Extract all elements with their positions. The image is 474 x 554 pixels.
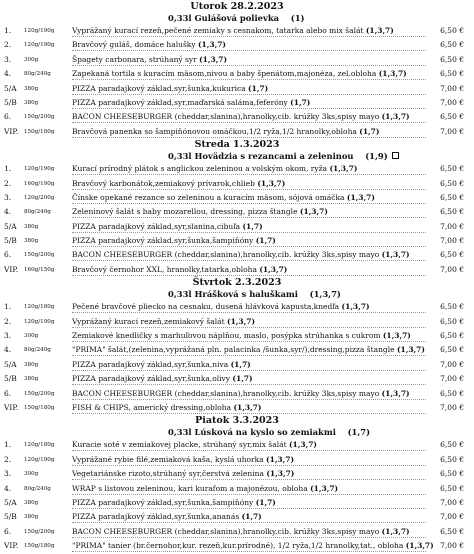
item-price: 6,50 € bbox=[440, 302, 464, 312]
item-number: 5/B bbox=[4, 97, 17, 107]
item-allergens: (1,3,7) bbox=[233, 402, 262, 412]
item-price: 6,50 € bbox=[440, 54, 464, 64]
item-weight: 380g bbox=[24, 376, 39, 383]
menu-item bbox=[0, 96, 474, 110]
item-description bbox=[72, 315, 426, 329]
item-number: 5/B bbox=[4, 512, 17, 522]
menu-item bbox=[0, 191, 474, 205]
item-number: 2. bbox=[4, 316, 12, 326]
item-description bbox=[72, 300, 426, 314]
item-description bbox=[72, 358, 426, 372]
item-weight: 380g bbox=[24, 238, 39, 245]
item-weight: 150g/180g bbox=[24, 128, 55, 135]
soup-line bbox=[0, 427, 474, 438]
item-name: PIZZA paradajkový základ,syr,šunka,ananás bbox=[72, 512, 240, 522]
item-price: 6,50 € bbox=[440, 440, 464, 450]
item-allergens: (1,3,7) bbox=[259, 264, 288, 274]
item-price: 7,00 € bbox=[440, 83, 464, 93]
item-name: PIZZA paradajkový základ,syr,maďarská saláma,feferóny bbox=[72, 97, 288, 107]
item-number: 2. bbox=[4, 40, 12, 50]
item-weight: 380g bbox=[24, 223, 39, 230]
item-weight: 160g/150g bbox=[24, 266, 55, 273]
item-weight: 80g/240g bbox=[24, 347, 51, 354]
item-weight: 300g bbox=[24, 471, 39, 478]
item-number: VIP. bbox=[4, 541, 19, 551]
item-name: PIZZA paradajkový základ,syr,šunka,niva bbox=[72, 359, 229, 369]
item-name: PIZZA paradajkový základ,syr,šunka,šampiňóny bbox=[72, 236, 254, 246]
item-allergens: (1,7) bbox=[290, 97, 311, 107]
checkbox-icon bbox=[392, 152, 399, 159]
item-price: 7,00 € bbox=[440, 512, 464, 522]
item-allergens: (1,3,7) bbox=[266, 454, 295, 464]
item-description bbox=[72, 177, 426, 191]
spacer bbox=[336, 427, 348, 437]
item-name: Bravčová panenka so šampiňónovou omáčkou,1/2 ryža,1/2 hranolky,obloha bbox=[72, 126, 357, 136]
menu-item bbox=[0, 343, 474, 357]
menu-item bbox=[0, 438, 474, 452]
item-description bbox=[72, 387, 426, 401]
menu-item bbox=[0, 234, 474, 248]
item-weight: 120g/190g bbox=[24, 42, 55, 49]
item-name: Kurací prírodný plátok s anglickou zeleninou a volským okom, ryža bbox=[72, 164, 328, 174]
item-name: Špagety carbonara, strúhaný syr bbox=[72, 54, 197, 64]
item-description bbox=[72, 53, 426, 67]
item-name: "PRIMA" tanier (br.černohor,kur. rezeň,kur.prírodné), 1/2 ryža,1/2 hranolky,tat., obloha bbox=[72, 541, 404, 551]
item-price: 6,50 € bbox=[440, 164, 464, 174]
menu-item bbox=[0, 300, 474, 314]
spacer bbox=[354, 151, 366, 161]
item-price: 6,50 € bbox=[440, 469, 464, 479]
item-name: BACON CHEESEBURGER (cheddar,slanina),hranolky,cib. krúžky 3ks,spisy mayo bbox=[72, 250, 380, 260]
menu-item bbox=[0, 162, 474, 176]
item-allergens: (1,3,7) bbox=[378, 69, 407, 79]
item-description bbox=[72, 263, 426, 277]
item-weight: 380g bbox=[24, 361, 39, 368]
menu-item bbox=[0, 177, 474, 191]
item-description bbox=[72, 401, 426, 415]
item-weight: 300g bbox=[24, 56, 39, 63]
menu-item bbox=[0, 453, 474, 467]
item-weight: 150g/180g bbox=[24, 543, 55, 550]
item-weight: 120g/190g bbox=[24, 456, 55, 463]
item-allergens: (1,3,7) bbox=[227, 316, 255, 326]
item-weight: 150g/200g bbox=[24, 114, 55, 121]
item-weight: 80g/240g bbox=[24, 209, 51, 216]
item-name: Čínske opekané rezance so zeleninou a kuracím mäsom, sójová omáčka bbox=[72, 192, 345, 202]
item-name: Vyprážané rybie filé,zemiaková kaša, kyslá uhorka bbox=[72, 454, 264, 464]
day-section bbox=[0, 1, 474, 139]
item-name: WRAP s listovou zeleninou, kari kurafom a majonézou, obloha bbox=[72, 483, 308, 493]
item-number: 1. bbox=[4, 164, 12, 174]
day-section bbox=[0, 415, 474, 553]
item-weight: 80g/240g bbox=[24, 71, 51, 78]
item-price: 7,00 € bbox=[440, 236, 464, 246]
item-number: 5/B bbox=[4, 374, 17, 384]
item-description bbox=[72, 220, 426, 234]
item-name: FISH & CHIPS, americký dressing,obloha bbox=[72, 402, 232, 412]
item-weight: 120g/180g bbox=[24, 442, 55, 449]
item-name: Pečené bravčové pliecko na cesnaku, dusená hlávková kapusta,knedľa bbox=[72, 302, 340, 312]
item-description bbox=[72, 496, 426, 510]
item-allergens: (1,3,7) bbox=[257, 178, 286, 188]
menu-item bbox=[0, 248, 474, 262]
item-number: 6. bbox=[4, 526, 12, 536]
item-weight: 120g/190g bbox=[24, 28, 55, 34]
menu-item bbox=[0, 315, 474, 329]
item-number: 5/B bbox=[4, 236, 17, 246]
item-name: PIZZA paradajkový základ,syr,šunka,olivy bbox=[72, 374, 231, 384]
item-description bbox=[72, 38, 426, 52]
item-price: 7,00 € bbox=[440, 264, 464, 274]
soup-allergens: (1,9) bbox=[365, 151, 388, 162]
item-description bbox=[72, 82, 426, 96]
item-number: 1. bbox=[4, 440, 12, 450]
item-number: VIP. bbox=[4, 264, 19, 274]
item-allergens: (1,3,7) bbox=[365, 26, 394, 35]
item-number: 2. bbox=[4, 178, 12, 188]
item-weight: 120g/190g bbox=[24, 318, 55, 325]
item-price: 7,00 € bbox=[440, 221, 464, 231]
item-weight: 380g bbox=[24, 514, 39, 521]
soup-name: 0,33l Hrášková s haluškami bbox=[168, 289, 298, 300]
item-number: 3. bbox=[4, 192, 12, 202]
item-price: 6,50 € bbox=[440, 388, 464, 398]
item-allergens: (1,3,7) bbox=[396, 345, 425, 355]
menu-item bbox=[0, 387, 474, 401]
item-allergens: (1,3,7) bbox=[266, 469, 295, 479]
item-price: 7,00 € bbox=[440, 541, 464, 551]
item-number: 3. bbox=[4, 54, 12, 64]
day-title: Streda 1.3.2023 bbox=[194, 139, 280, 151]
menu-item bbox=[0, 358, 474, 372]
item-name: Bravčový guláš, domáce halušky bbox=[72, 40, 196, 50]
spacer bbox=[298, 289, 310, 299]
item-weight: 380g bbox=[24, 85, 39, 92]
menu-item bbox=[0, 24, 474, 38]
item-allergens: (1,7) bbox=[359, 126, 380, 136]
item-price: 7,00 € bbox=[440, 97, 464, 107]
item-price: 7,00 € bbox=[440, 359, 464, 369]
item-name: Kuracie soté v zemiakovej placke, strúhaný syr,mix šalát bbox=[72, 440, 287, 450]
menu-item bbox=[0, 496, 474, 510]
item-allergens: (1,3,7) bbox=[197, 40, 226, 50]
item-price: 7,00 € bbox=[440, 126, 464, 136]
item-price: 6,50 € bbox=[440, 69, 464, 79]
item-description bbox=[72, 539, 434, 553]
menu-item bbox=[0, 525, 474, 539]
item-weight: 80g/240g bbox=[24, 485, 51, 492]
item-price: 6,50 € bbox=[440, 250, 464, 260]
item-allergens: (1,3,7) bbox=[381, 250, 410, 260]
menu-item bbox=[0, 205, 474, 219]
day-title: Utorok 28.2.2023 bbox=[190, 1, 284, 12]
item-weight: 380g bbox=[24, 99, 39, 106]
item-allergens: (1,3,7) bbox=[381, 112, 410, 122]
item-price: 7,00 € bbox=[440, 374, 464, 384]
item-weight: 120g/190g bbox=[24, 166, 55, 173]
day-title: Piatok 3.3.2023 bbox=[195, 415, 279, 427]
soup-allergens: (1) bbox=[290, 13, 305, 23]
item-number: 4. bbox=[4, 345, 12, 355]
item-number: 4. bbox=[4, 69, 12, 79]
item-price: 6,50 € bbox=[440, 26, 464, 35]
item-number: 6. bbox=[4, 250, 12, 260]
item-description bbox=[72, 191, 426, 205]
item-description bbox=[72, 96, 426, 110]
item-name: PIZZA paradajkový základ,syr,slanina,cibuľa bbox=[72, 221, 241, 231]
item-name: Vyprážaný kurací rezeň,zemiakový šalát bbox=[72, 316, 225, 326]
item-name: Zeleninový šalát s baby mozarellou, dressing, pizza štangle bbox=[72, 207, 298, 217]
item-number: 4. bbox=[4, 483, 12, 493]
item-name: Bravčový černohor XXL, hranolky,tatarka,obloha bbox=[72, 264, 257, 274]
soup-text bbox=[168, 13, 305, 24]
item-number: 1. bbox=[4, 26, 12, 35]
soup-text bbox=[168, 151, 399, 162]
item-allergens: (1,3,7) bbox=[329, 164, 358, 174]
item-allergens: (1,7) bbox=[242, 221, 263, 231]
item-allergens: (1,3,7) bbox=[346, 192, 375, 202]
item-allergens: (1,3,7) bbox=[199, 54, 228, 64]
item-name: PIZZA paradajkový základ,syr,šunka,kukurica bbox=[72, 83, 246, 93]
soup-line bbox=[0, 151, 474, 162]
spacer bbox=[279, 13, 291, 23]
item-allergens: (1,7) bbox=[241, 512, 262, 522]
item-price: 6,50 € bbox=[440, 454, 464, 464]
menu-item bbox=[0, 263, 474, 277]
item-name: BACON CHEESEBURGER (cheddar,slanina),hranolky,cib. krúžky 3ks,spisy mayo bbox=[72, 526, 380, 536]
item-number: 6. bbox=[4, 388, 12, 398]
item-description bbox=[72, 110, 426, 124]
item-description bbox=[72, 234, 426, 248]
soup-allergens: (1,3,7) bbox=[309, 289, 341, 300]
item-allergens: (1,7) bbox=[232, 374, 253, 384]
item-weight: 150g/200g bbox=[24, 528, 55, 535]
menu-item bbox=[0, 67, 474, 81]
item-price: 6,50 € bbox=[440, 178, 464, 188]
item-description bbox=[72, 482, 426, 496]
item-price: 6,50 € bbox=[440, 112, 464, 122]
menu-item bbox=[0, 510, 474, 524]
item-weight: 380g bbox=[24, 499, 39, 506]
item-number: VIP. bbox=[4, 402, 19, 412]
item-weight: 150g/200g bbox=[24, 252, 55, 259]
item-name: BACON CHEESEBURGER (cheddar,slanina),hranolky,cib. krúžky 3ks,spisy mayo bbox=[72, 112, 380, 122]
day-title: Štvrtok 2.3.2023 bbox=[192, 277, 282, 289]
item-price: 6,50 € bbox=[440, 40, 464, 50]
soup-name: 0,33l Gulášová polievka bbox=[168, 13, 280, 23]
menu-item bbox=[0, 220, 474, 234]
soup-line bbox=[0, 13, 474, 24]
item-description bbox=[72, 248, 426, 262]
item-price: 7,00 € bbox=[440, 402, 464, 412]
item-description bbox=[72, 162, 426, 176]
item-name: Zemiakové knedličky s marhuľovou náplňou, maslo, posýpka strúhanka s cukrom bbox=[72, 331, 381, 341]
item-description bbox=[72, 438, 426, 452]
item-name: Zapekaná tortila s kuracím mäsom,nivou a baby špenátom,majonéza, zel.obloha bbox=[72, 69, 377, 79]
menu-item bbox=[0, 539, 474, 553]
item-allergens: (1,3,7) bbox=[299, 207, 328, 217]
item-weight: 160g/190g bbox=[24, 180, 55, 187]
item-number: 3. bbox=[4, 331, 12, 341]
item-name: Vyprážaný kurací rezeň,pečené zemiaky s cesnakom, tatarka alebo mix šalát bbox=[72, 26, 364, 35]
item-allergens: (1,3,7) bbox=[381, 526, 410, 536]
item-allergens: (1,7) bbox=[255, 236, 276, 246]
item-number: 3. bbox=[4, 469, 12, 479]
menu-item bbox=[0, 82, 474, 96]
item-allergens: (1,7) bbox=[255, 497, 276, 507]
item-description bbox=[72, 453, 426, 467]
item-description bbox=[72, 329, 426, 343]
item-name: Bravčový karbonátok,zemiakový prívarok,chlieb bbox=[72, 178, 255, 188]
day-section bbox=[0, 277, 474, 415]
menu-item bbox=[0, 53, 474, 67]
day-section bbox=[0, 139, 474, 277]
item-description bbox=[72, 343, 426, 357]
item-price: 7,00 € bbox=[440, 497, 464, 507]
menu-item bbox=[0, 401, 474, 415]
item-description bbox=[72, 372, 426, 386]
item-description bbox=[72, 205, 426, 219]
item-number: VIP. bbox=[4, 126, 19, 136]
item-allergens: (1,7) bbox=[230, 359, 251, 369]
soup-line bbox=[0, 289, 474, 300]
item-allergens: (1,7) bbox=[248, 83, 269, 93]
item-description bbox=[72, 525, 426, 539]
item-name: "PRIMA" šalát,(zelenina,vyprážaná pln. palacinka /šunka,syr/),dressing,pizza štangle bbox=[72, 345, 395, 355]
soup-allergens: (1,7) bbox=[347, 427, 371, 438]
item-price: 6,50 € bbox=[440, 483, 464, 493]
menu-item bbox=[0, 467, 474, 481]
item-number: 5/A bbox=[4, 497, 17, 507]
item-allergens: (1,3,7) bbox=[289, 440, 317, 450]
item-price: 6,50 € bbox=[440, 331, 464, 341]
item-price: 6,50 € bbox=[440, 207, 464, 217]
item-description bbox=[72, 467, 426, 481]
item-allergens: (1,3,7) bbox=[381, 388, 410, 398]
item-name: PIZZA paradajkový základ,syr,šunka,šampiňóny bbox=[72, 497, 254, 507]
item-weight: 150g/200g bbox=[24, 390, 55, 397]
item-allergens: (1,3,7) bbox=[382, 331, 411, 341]
item-name: Vegetariánske rizoto,strúhaný syr,čerstvá zelenina bbox=[72, 469, 264, 479]
item-weight: 150g/180g bbox=[24, 404, 55, 411]
soup-name: 0,33l Hovädzia s rezancami a zeleninou bbox=[168, 151, 354, 162]
soup-text bbox=[168, 427, 370, 438]
item-description bbox=[72, 67, 426, 81]
menu-item bbox=[0, 329, 474, 343]
item-number: 5/A bbox=[4, 359, 17, 369]
item-allergens: (1,3,7) bbox=[310, 483, 339, 493]
item-description bbox=[72, 24, 426, 38]
soup-text bbox=[168, 289, 341, 300]
item-price: 6,50 € bbox=[440, 526, 464, 536]
menu-item bbox=[0, 372, 474, 386]
item-number: 6. bbox=[4, 112, 12, 122]
item-number: 4. bbox=[4, 207, 12, 217]
soup-name: 0,33l Lúsková na kyslo so zemiakmi bbox=[168, 427, 336, 438]
item-price: 6,50 € bbox=[440, 345, 464, 355]
item-allergens: (1,3,7) bbox=[341, 302, 370, 312]
item-price: 6,50 € bbox=[440, 192, 464, 202]
item-number: 5/A bbox=[4, 83, 17, 93]
item-weight: 300g bbox=[24, 333, 39, 340]
item-description bbox=[72, 510, 426, 524]
item-number: 5/A bbox=[4, 221, 17, 231]
item-name: BACON CHEESEBURGER (cheddar,slanina),hranolky,cib. krúžky 3ks,spisy mayo bbox=[72, 388, 380, 398]
item-number: 2. bbox=[4, 454, 12, 464]
menu-item bbox=[0, 38, 474, 52]
item-price: 6,50 € bbox=[440, 316, 464, 326]
item-weight: 120g/200g bbox=[24, 194, 55, 201]
menu-item bbox=[0, 125, 474, 139]
menu-item bbox=[0, 110, 474, 124]
item-weight: 120g/180g bbox=[24, 304, 55, 311]
item-allergens: (1,3,7) bbox=[405, 541, 434, 551]
item-description bbox=[72, 125, 426, 139]
item-number: 1. bbox=[4, 302, 12, 312]
menu-item bbox=[0, 482, 474, 496]
